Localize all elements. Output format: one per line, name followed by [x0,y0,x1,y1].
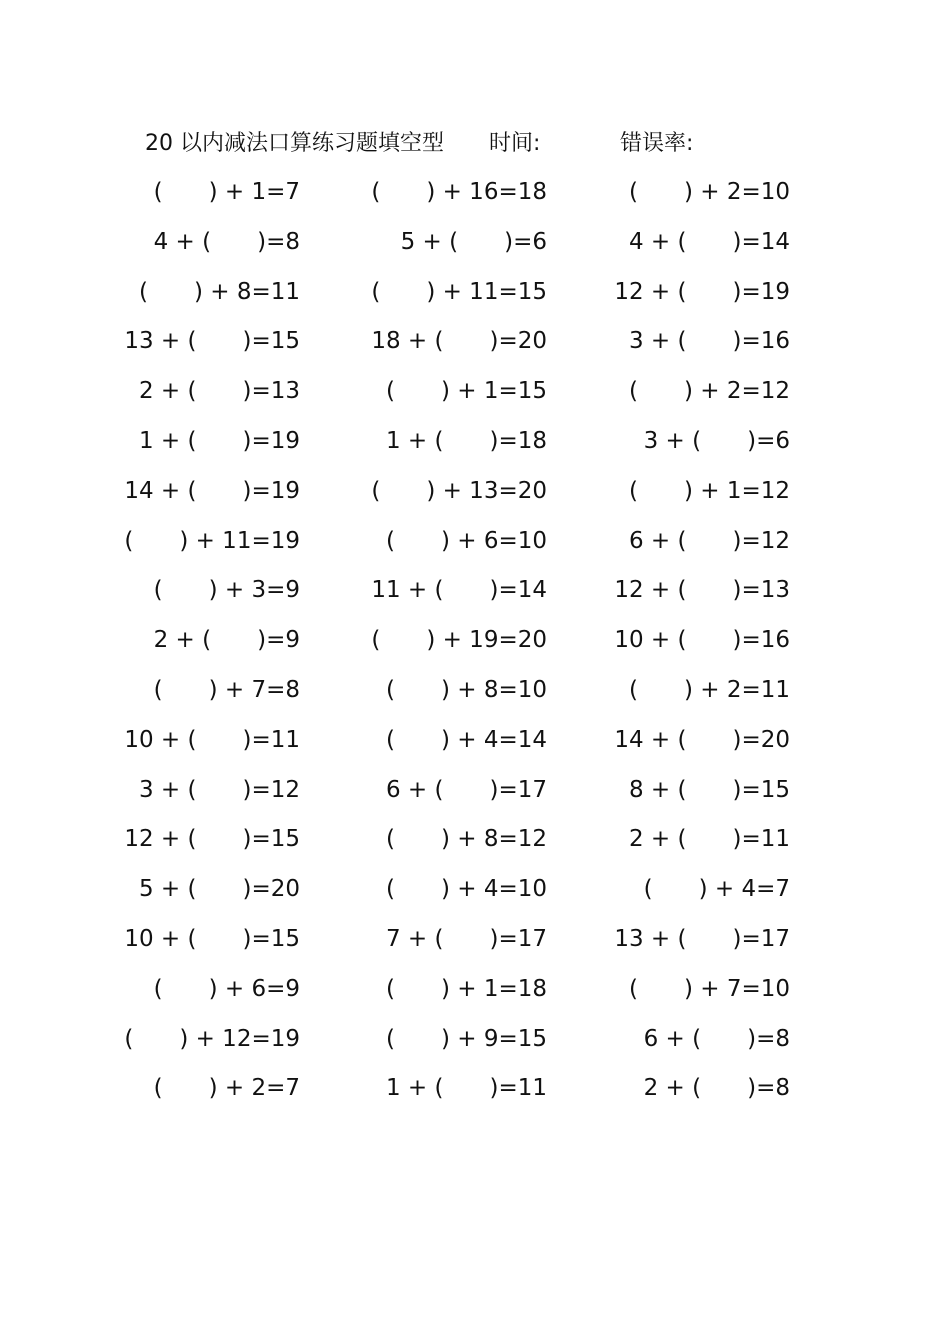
problem-row [0,371,950,421]
problem-row [0,1068,950,1118]
problem-row [0,919,950,969]
problem: 10 + ( )=11 [124,726,300,753]
problem-row [0,869,950,919]
problem: ( ) + 1=18 [385,975,547,1002]
problem: ( ) + 11=15 [371,278,547,305]
problem: 2 + ( )=11 [628,826,790,853]
problem: 12 + ( )=15 [124,826,300,853]
problem: 5 + ( )=20 [138,876,300,903]
problem: 7 + ( )=17 [385,925,547,952]
problem: ( ) + 4=10 [385,876,547,903]
problem: ( ) + 8=12 [385,826,547,853]
problem: ( ) + 2=10 [628,179,790,205]
problem: 3 + ( )=6 [643,427,790,454]
problem: ( ) + 9=15 [385,1025,547,1052]
problem: 4 + ( )=8 [153,228,300,255]
problem: ( ) + 6=9 [153,975,300,1002]
problem: 1 + ( )=11 [385,1075,547,1102]
problem: 8 + ( )=15 [628,776,790,803]
worksheet-title: 20 以内减法口算练习题填空型 [145,131,444,156]
problem: ( ) + 11=19 [124,527,300,554]
problem-row [0,1019,950,1069]
problem-row [0,172,950,222]
problem: 12 + ( )=13 [614,577,790,604]
problem: ( ) + 7=10 [628,975,790,1002]
problem: 13 + ( )=15 [124,328,300,355]
problem: ( ) + 6=10 [385,527,547,554]
problem: ( ) + 1=15 [385,378,547,405]
problem-row [0,471,950,521]
problem-row [0,620,950,670]
problem: 3 + ( )=16 [628,328,790,355]
problem: 2 + ( )=8 [643,1075,790,1102]
problem-row [0,570,950,620]
problem-row [0,521,950,571]
problem-row [0,819,950,869]
problem: 1 + ( )=19 [138,427,300,454]
problem-row [0,222,950,272]
problem-row [0,272,950,322]
problem: ( ) + 12=19 [124,1025,300,1052]
problem: ( ) + 8=11 [138,278,300,305]
problem-row [0,670,950,720]
problem: 2 + ( )=13 [138,378,300,405]
problem-row [0,969,950,1019]
problem: 5 + ( )=6 [400,228,547,255]
problem: 4 + ( )=14 [628,228,790,255]
problem: ( ) + 1=7 [153,179,300,205]
problem: ( ) + 16=18 [371,179,547,205]
problem: 14 + ( )=19 [124,477,300,504]
problem: 2 + ( )=9 [153,627,300,654]
time-label: 时间: [489,131,541,156]
problem: 13 + ( )=17 [614,925,790,952]
problem: 6 + ( )=8 [643,1025,790,1052]
problem: ( ) + 2=7 [153,1075,300,1102]
problem: 14 + ( )=20 [614,726,790,753]
problem-row [0,720,950,770]
problem-grid [0,172,950,1118]
problem-row [0,770,950,820]
problem: ( ) + 13=20 [371,477,547,504]
problem: ( ) + 8=10 [385,676,547,703]
problem: 3 + ( )=12 [138,776,300,803]
problem: ( ) + 4=14 [385,726,547,753]
worksheet-header [145,126,845,158]
problem: 18 + ( )=20 [371,328,547,355]
problem: ( ) + 2=11 [628,676,790,703]
problem: ( ) + 4=7 [643,876,790,903]
problem: ( ) + 1=12 [628,477,790,504]
problem: 12 + ( )=19 [614,278,790,305]
error-rate-label: 错误率: [620,131,694,156]
problem: 10 + ( )=16 [614,627,790,654]
problem: 1 + ( )=18 [385,427,547,454]
problem: ( ) + 19=20 [371,627,547,654]
problem: 11 + ( )=14 [371,577,547,604]
problem-row [0,321,950,371]
problem: ( ) + 7=8 [153,676,300,703]
problem: 6 + ( )=17 [385,776,547,803]
problem: 6 + ( )=12 [628,527,790,554]
problem: ( ) + 2=12 [628,378,790,405]
problem: ( ) + 3=9 [153,577,300,604]
problem: 10 + ( )=15 [124,925,300,952]
problem-row [0,421,950,471]
